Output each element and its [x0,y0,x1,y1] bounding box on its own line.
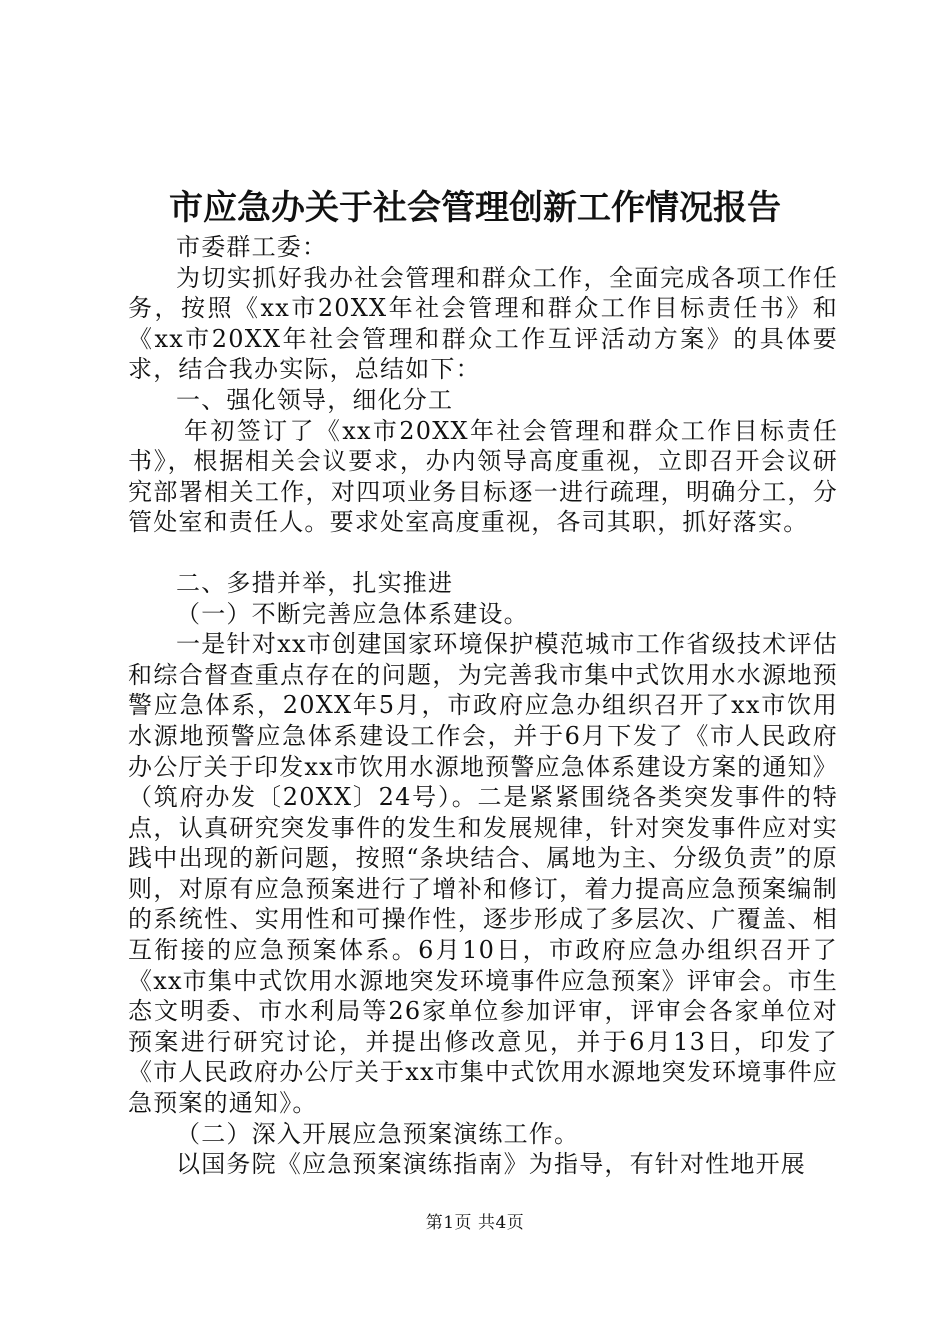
section-1-paragraph: 年初签订了《xx市20XX年社会管理和群众工作目标责任书》，根据相关会议要求，办内领导高度重视，立即召开会议研究部署相关工作，对四项业务目标逐一进行疏理，明确分工，分管处室和责任人。要求处室高度重视，各司其职，抓好落实。 [128,416,838,537]
intro-paragraph: 为切实抓好我办社会管理和群众工作，全面完成各项工作任务，按照《xx市20XX年社会管理和群众工作目标责任书》和《xx市20XX年社会管理和群众工作互评活动方案》的具体要求，结合我办实际，总结如下： [128,263,838,384]
subsection-heading-1: （一）不断完善应急体系建设。 [176,599,529,628]
salutation: 市委群工委： [176,233,328,261]
subsection-heading-2: （二）深入开展应急预案演练工作。 [176,1119,580,1148]
document-body [128,232,838,1180]
section-heading-1: 一、强化领导，细化分工 [176,385,454,414]
section-heading-2: 二、多措并举，扎实推进 [176,568,454,597]
page-footer: 第1页 共4页 [425,1213,525,1233]
subsection-1-paragraph: 一是针对xx市创建国家环境保护模范城市工作省级技术评估和综合督查重点存在的问题，为完善我市集中式饮用水水源地预警应急体系，20XX年5月，市政府应急办组织召开了xx市饮用水源地预警应急体系建设工作会，并于6月下发了《市人民政府办公厅关于印发xx市饮用水源地预警应急体系建设方案的通知》（筑府办发〔20XX〕24号）。二是紧紧围绕各类突发事件的特点，认真研究突发事件的发生和发展规律，针对突发事件应对实践中出现的新问题，按照“条块结合、属地为主、分级负责”的原则，对原有应急预案进行了增补和修订，着力提高应急预案编制的系统性、实用性和可操作性，逐步形成了多层次、广覆盖、相互衔接的应急预案体系。6月10日，市政府应急办组织召开了《xx市集中式饮用水源地突发环境事件应急预案》评审会。市生态文明委、市水利局等26家单位参加评审，评审会各家单位对预案进行研究讨论，并提出修改意见，并于6月13日，印发了《市人民政府办公厅关于xx市集中式饮用水源地突发环境事件应急预案的通知》。 [128,630,838,1118]
subsection-2-paragraph: 以国务院《应急预案演练指南》为指导，有针对性地开展 [176,1150,806,1179]
document-title: 市应急办关于社会管理创新工作情况报告 [169,188,781,228]
